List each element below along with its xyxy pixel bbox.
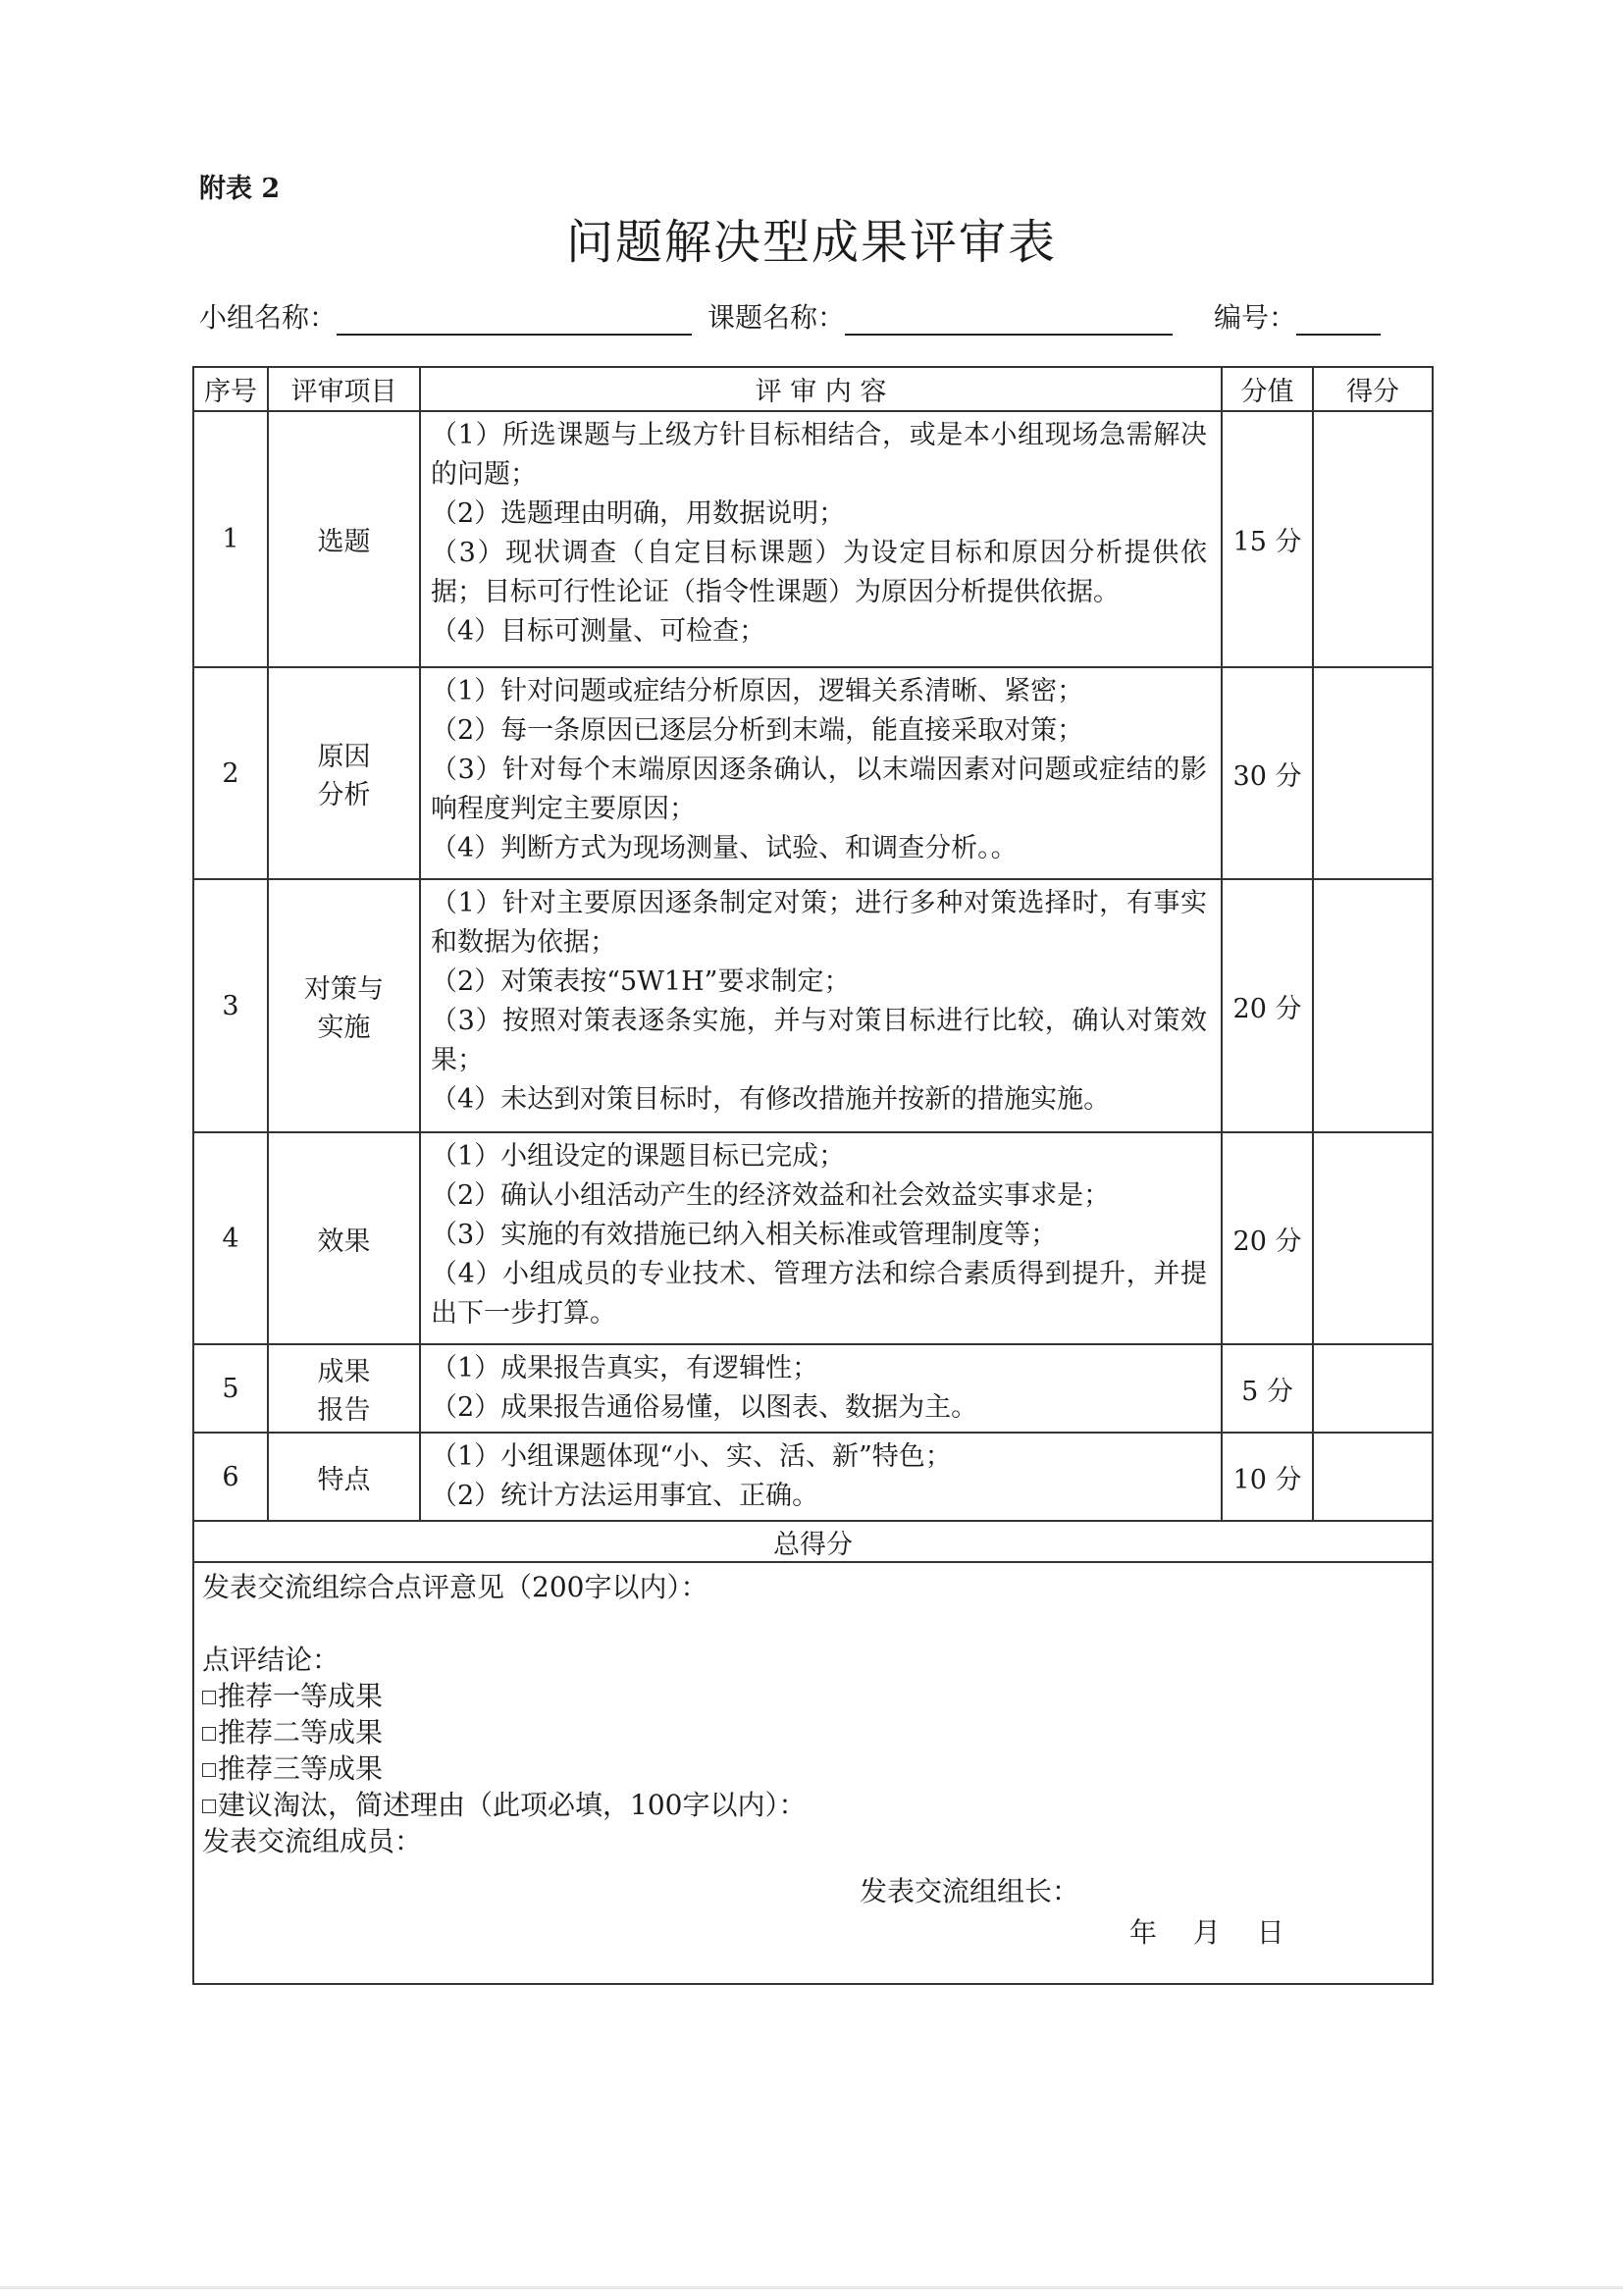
content-line: （3）实施的有效措施已纳入相关标准或管理制度等；: [431, 1220, 1058, 1250]
option-label: 推荐二等成果: [218, 1716, 384, 1748]
row-no: 4: [193, 1132, 268, 1344]
option-eliminate[interactable]: [202, 1787, 1424, 1823]
scan-edge-line: [0, 2286, 1623, 2289]
table-row: [193, 1433, 1433, 1521]
row-got-cell[interactable]: [1313, 879, 1433, 1132]
option-label: 推荐一等成果: [218, 1680, 384, 1712]
content-line: （2）每一条原因已逐层分析到末端，能直接采取对策；: [431, 715, 1084, 746]
row-got-cell[interactable]: [1313, 1132, 1433, 1344]
row-content: [420, 1132, 1222, 1344]
topic-name-field: [707, 296, 1173, 336]
content-line: （3）按照对策表逐条实施，并与对策目标进行比较，确认对策效果；: [431, 1006, 1207, 1075]
row-item-line: 实施: [317, 1013, 371, 1043]
comments-cell[interactable]: [193, 1562, 1433, 1984]
table-row: [193, 1132, 1433, 1344]
table-row: [193, 1344, 1433, 1433]
row-no: 6: [193, 1433, 268, 1521]
content-line: （1）所选课题与上级方针目标相结合，或是本小组现场急需解决的问题；: [431, 420, 1207, 490]
row-content: [420, 1344, 1222, 1433]
content-line: （2）对策表按“5W1H”要求制定；: [431, 966, 851, 997]
conclusion-label: 点评结论：: [202, 1644, 340, 1676]
option-third-prize[interactable]: [202, 1750, 1424, 1787]
row-score: 15 分: [1222, 411, 1313, 667]
row-got-cell[interactable]: [1313, 1433, 1433, 1521]
option-first-prize[interactable]: [202, 1678, 1424, 1714]
table-row: [193, 879, 1433, 1132]
content-line: （1）针对问题或症结分析原因，逻辑关系清晰、紧密；: [431, 676, 1084, 706]
content-line: （2）确认小组活动产生的经济效益和社会效益实事求是；: [431, 1180, 1111, 1211]
row-item-line: 分析: [317, 780, 371, 810]
row-item-line: 原因: [317, 742, 371, 772]
signature-block: [202, 1873, 1424, 1961]
content-line: （2）成果报告通俗易懂，以图表、数据为主。: [431, 1392, 978, 1423]
row-item: [268, 1433, 420, 1521]
content-line: （1）针对主要原因逐条制定对策；进行多种对策选择时，有事实和数据为依据；: [431, 888, 1207, 958]
row-no: 2: [193, 667, 268, 879]
number-label: 编号：: [1214, 301, 1297, 334]
group-name-label: 小组名称：: [199, 301, 338, 334]
review-table: [192, 366, 1434, 1985]
table-row: [193, 411, 1433, 667]
content-line: （1）成果报告真实，有逻辑性；: [431, 1353, 819, 1383]
content-line: （1）小组课题体现“小、实、活、新”特色；: [431, 1441, 952, 1472]
number-blank[interactable]: [1296, 334, 1381, 336]
row-score: 30 分: [1222, 667, 1313, 879]
form-header-fields: [199, 296, 1436, 336]
row-item-line: 选题: [317, 527, 371, 557]
header-score: 分值: [1222, 367, 1313, 411]
row-item: [268, 1344, 420, 1433]
option-second-prize[interactable]: [202, 1714, 1424, 1750]
header-content: 评 审 内 容: [420, 367, 1222, 411]
topic-name-label: 课题名称：: [707, 301, 846, 334]
row-no: 1: [193, 411, 268, 667]
number-field: [1214, 296, 1381, 336]
content-line: （4）小组成员的专业技术、管理方法和综合素质得到提升，并提出下一步打算。: [431, 1259, 1207, 1329]
content-line: （4）判断方式为现场测量、试验、和调查分析。。: [431, 833, 1018, 863]
date-label: 年 月 日: [1129, 1916, 1284, 1949]
row-item-line: 成果: [317, 1357, 371, 1387]
comments-row: [193, 1562, 1433, 1984]
total-score-label: 总得分: [193, 1521, 1433, 1562]
row-item-line: 报告: [317, 1395, 371, 1426]
row-score: 10 分: [1222, 1433, 1313, 1521]
row-item-line: 效果: [317, 1226, 371, 1257]
spacer: [202, 1605, 1424, 1642]
opinion-label: 发表交流组综合点评意见（200字以内）：: [202, 1571, 708, 1603]
row-score: 5 分: [1222, 1344, 1313, 1433]
row-no: 5: [193, 1344, 268, 1433]
row-score: 20 分: [1222, 879, 1313, 1132]
option-label: 建议淘汰，简述理由（此项必填，100字以内）：: [218, 1789, 807, 1821]
row-item: [268, 879, 420, 1132]
checkbox-icon[interactable]: [202, 1691, 216, 1704]
header-got: 得分: [1313, 367, 1433, 411]
row-content: [420, 879, 1222, 1132]
appendix-label: 附表 2: [199, 174, 281, 204]
group-name-blank[interactable]: [337, 334, 692, 336]
content-line: （2）选题理由明确，用数据说明；: [431, 498, 846, 529]
content-line: （1）小组设定的课题目标已完成；: [431, 1141, 846, 1172]
content-line: （3）针对每个末端原因逐条确认，以末端因素对问题或症结的影响程度判定主要原因；: [431, 755, 1207, 824]
header-no: 序号: [193, 367, 268, 411]
form-title: 问题解决型成果评审表: [565, 215, 1057, 270]
checkbox-icon[interactable]: [202, 1727, 216, 1741]
content-line: （4）目标可测量、可检查；: [431, 616, 766, 647]
row-score: 20 分: [1222, 1132, 1313, 1344]
header-item: 评审项目: [268, 367, 420, 411]
leader-label: 发表交流组组长：: [860, 1875, 1080, 1907]
total-row: [193, 1521, 1433, 1562]
row-item: [268, 667, 420, 879]
row-got-cell[interactable]: [1313, 1344, 1433, 1433]
content-line: （2）统计方法运用事宜、正确。: [431, 1481, 819, 1511]
row-item-line: 特点: [317, 1464, 371, 1495]
topic-name-blank[interactable]: [845, 334, 1173, 336]
spacer: [202, 1859, 1424, 1873]
row-got-cell[interactable]: [1313, 667, 1433, 879]
row-content: [420, 1433, 1222, 1521]
row-no: 3: [193, 879, 268, 1132]
checkbox-icon[interactable]: [202, 1763, 216, 1777]
row-content: [420, 667, 1222, 879]
row-content: [420, 411, 1222, 667]
row-item: [268, 411, 420, 667]
content-line: （3）现状调查（自定目标课题）为设定目标和原因分析提供依据；目标可行性论证（指令性课题）为原因分析提供依据。: [431, 538, 1207, 607]
table-row: [193, 667, 1433, 879]
content-line: （4）未达到对策目标时，有修改措施并按新的措施实施。: [431, 1084, 1111, 1115]
row-got-cell[interactable]: [1313, 411, 1433, 667]
members-label: 发表交流组成员：: [202, 1825, 423, 1857]
option-label: 推荐三等成果: [218, 1752, 384, 1785]
table-header-row: [193, 367, 1433, 411]
checkbox-icon[interactable]: [202, 1800, 216, 1813]
group-name-field: [199, 296, 692, 336]
row-item: [268, 1132, 420, 1344]
row-item-line: 对策与: [304, 974, 384, 1005]
